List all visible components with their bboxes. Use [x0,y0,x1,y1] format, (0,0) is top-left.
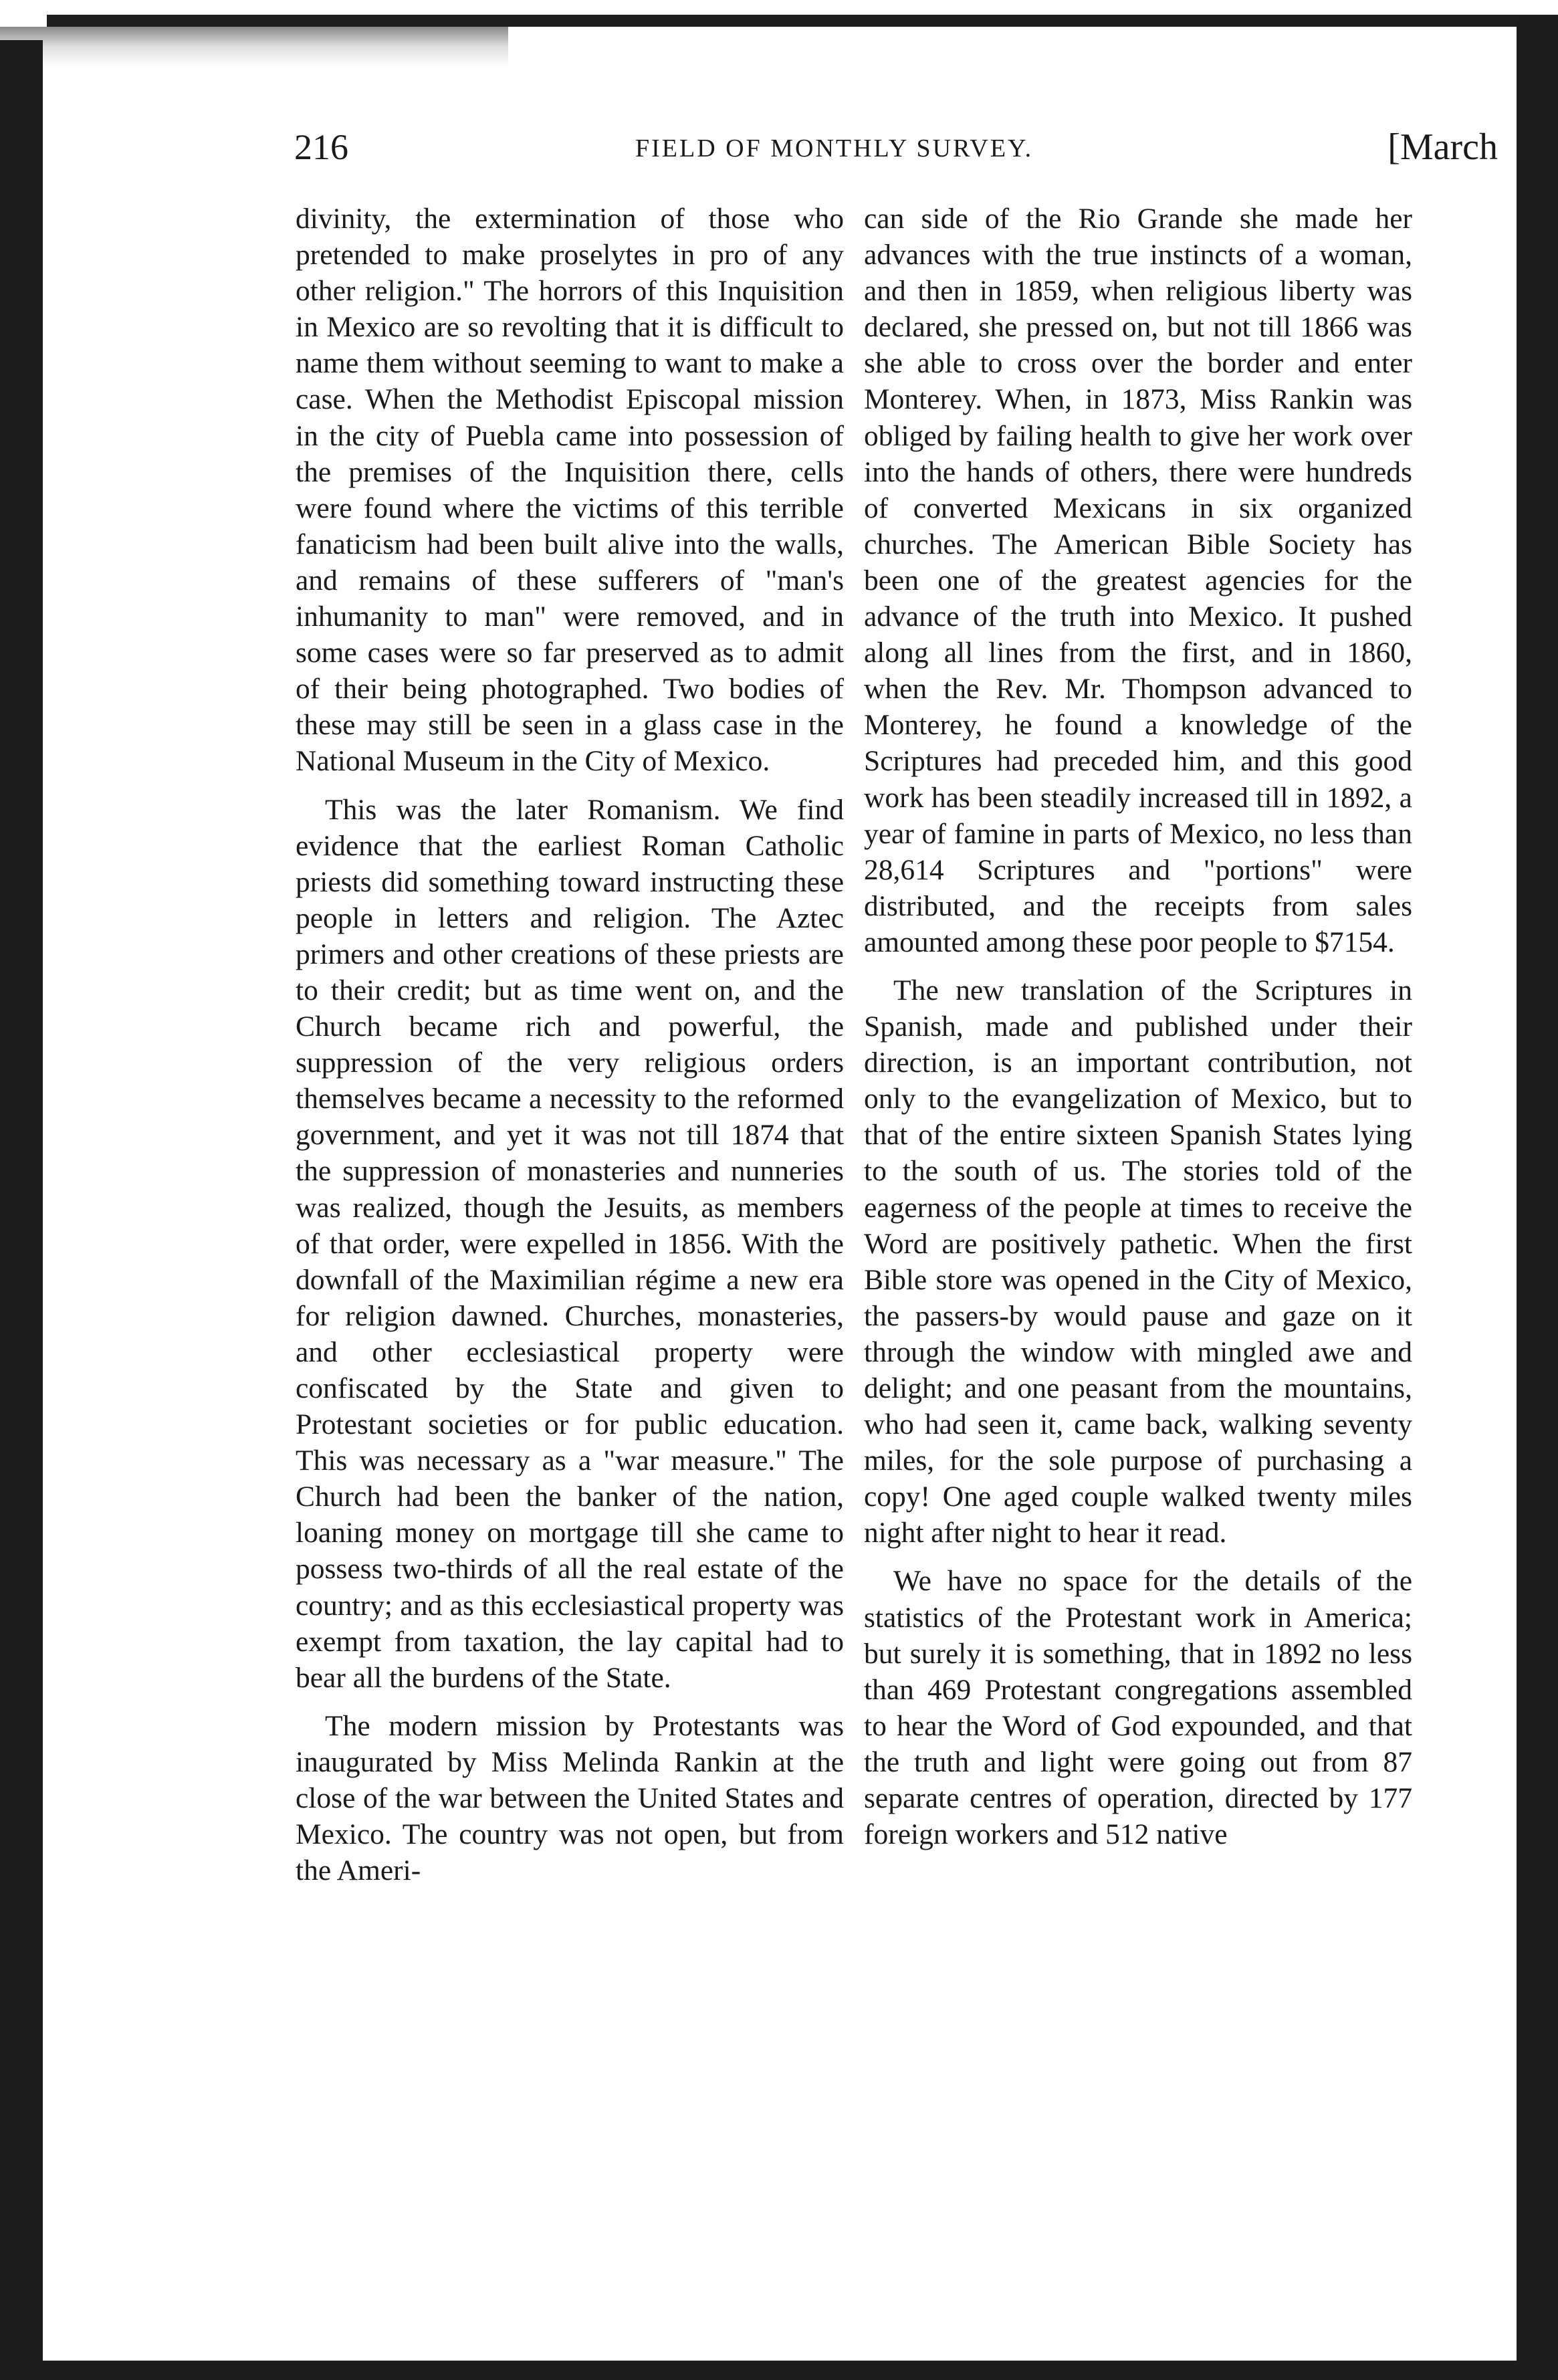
page-header [294,120,1498,181]
right-column [864,201,1412,1864]
paragraph: can side of the Rio Grande she made her advances with the true instincts of a woman, and then in 1859, when religious liberty was declared, she pressed on, but not till 1866 was she able to cross over the border and enter Monterey. When, in 1873, Miss Rankin was obliged by failing health to give her work over into the hands of others, there were hundreds of converted Mexicans in six organized churches. The American Bible Society has been one of the greatest agencies for the advance of the truth into Mexico. It pushed along all lines from the first, and in 1860, when the Rev. Mr. Thompson advanced to Monterey, he found a knowledge of the Scriptures had preceded him, and this good work has been steadily increased till in 1892, a year of famine in parts of Mexico, no less than 28,614 Scriptures and "portions" were distributed, and the receipts from sales amounted among these poor people to $7154. [864,203,1412,958]
paragraph: We have no space for the details of the statistics of the Protestant work in America; but surely it is something, that in 1892 no less than 469 Protestant congregations assembled to hear the Word of God expounded, and that the truth and light were going out from 87 separate centres of operation, directed by 177 foreign workers and 512 native [864,1565,1412,1851]
running-title: FIELD OF MONTHLY SURVEY. [635,134,1034,163]
left-column [296,201,844,1901]
paragraph: divinity, the extermination of those who pretended to make proselytes in pro of any other religion." The horrors of this Inquisition in Mexico are so revolting that it is difficult to name them without seeming to want to make a case. When the Methodist Episcopal mission in the city of Puebla came into possession of the premises of the Inquisition there, cells were found where the victims of this terrible fanaticism had been built alive into the walls, and remains of these sufferers of "man's inhumanity to man" were removed, and in some cases were so far preserved as to admit of their being photographed. Two bodies of these may still be seen in a glass case in the National Museum in the City of Mexico. [296,203,844,778]
scan-left-border [0,40,43,2380]
scan-top-shadow [0,27,508,67]
paragraph: The new translation of the Scriptures in Spanish, made and published under their direction, is an important contribution, not only to the evangelization of Mexico, but to that of the entire sixteen Spanish States lying to the south of us. The stories told of the eagerness of the people at times to receive the Word are positively pathetic. When the first Bible store was opened in the City of Mexico, the passers-by would pause and gaze on it through the window with mingled awe and delight; and one peasant from the mountains, who had seen it, came back, walking seventy miles, for the sole purpose of purchasing a copy! One aged couple walked twenty miles night after night to hear it read. [864,974,1412,1549]
issue-month: [March [1387,126,1498,168]
scan-right-border [1517,20,1558,2380]
page-number: 216 [294,127,348,167]
paragraph: This was the later Romanism. We find evidence that the earliest Roman Catholic priests did something toward instructing these people in letters and religion. The Aztec primers and other creations of these priests are to their credit; but as time went on, and the Church became rich and powerful, the suppression of the very religious orders themselves became a necessity to the reformed government, and yet it was not till 1874 that the suppression of monasteries and nunneries was realized, though the Jesuits, as members of that order, were expelled in 1856. With the downfall of the Maximilian régime a new era for religion dawned. Churches, monasteries, and other ecclesiastical property were confiscated by the State and given to Protestant societies or for public education. This was necessary as a "war measure." The Church had been the banker of the nation, loaning money on mortgage till she came to possess two-thirds of all the real estate of the country; and as this ecclesiastical property was exempt from taxation, the lay capital had to bear all the burdens of the State. [296,793,844,1694]
paragraph: The modern mission by Protestants was inaugurated by Miss Melinda Rankin at the close of the war between the United States and Mexico. The country was not open, but from the Ameri- [296,1709,844,1887]
scan-top-border [47,15,1558,27]
scan-bottom-border [0,2361,1558,2380]
